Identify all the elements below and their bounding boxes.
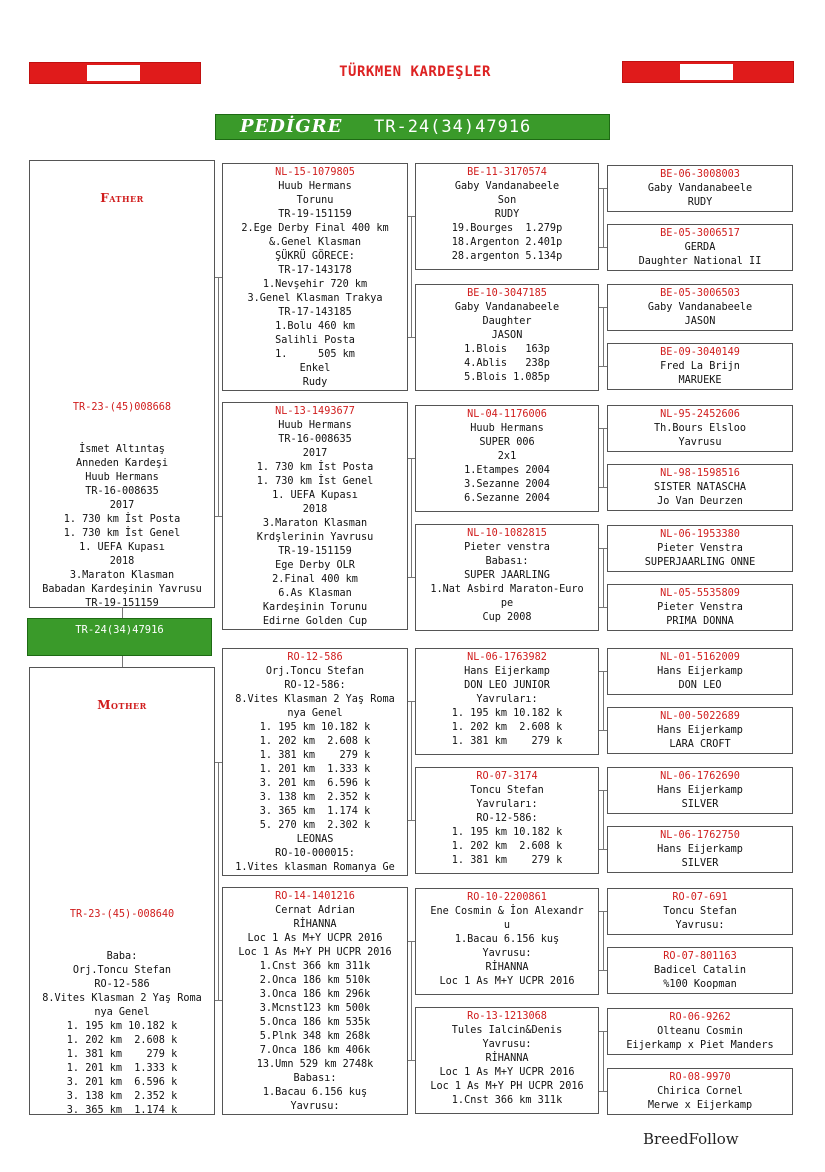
connector [408, 1060, 415, 1061]
mother-line: Orj.Toncu Stefan [72, 965, 172, 976]
gen2-card-line: ŞÜKRÜ GÖRECE: [275, 251, 355, 262]
father-line: 1. UEFA Kupası [79, 542, 165, 553]
gen3-card[interactable] [415, 405, 599, 512]
connector [603, 428, 604, 487]
connector [411, 941, 412, 1060]
gen2-card-line: 5. 270 km 2.302 k [259, 820, 371, 831]
connector [411, 458, 412, 577]
gen2-card-line: 1. 202 km 2.608 k [259, 736, 371, 747]
gen3-card-line: 1.Etampes 2004 [464, 465, 550, 476]
mother-line: nya Genel [94, 1007, 150, 1018]
gen3-card-line: 3.Sezanne 2004 [464, 479, 550, 490]
gen4-card-line: Hans Eijerkamp [657, 666, 743, 677]
connector [603, 1031, 604, 1091]
gen3-card-line: Hans Eijerkamp [464, 666, 550, 677]
gen3-card-line: SUPER 006 [479, 437, 535, 448]
gen3-card-line: 18.Argenton 2.401p [451, 237, 563, 248]
gen4-card-line: Daughter National II [638, 256, 762, 267]
gen2-card-line: 3. 138 km 2.352 k [259, 792, 371, 803]
gen4-card-line: LARA CROFT [669, 739, 731, 750]
gen2-card-line: 3.Mcnst123 km 500k [259, 1003, 371, 1014]
gen2-card-line: RO-10-000015: [275, 848, 355, 859]
father-card[interactable] [29, 160, 215, 608]
gen4-card[interactable] [607, 165, 793, 212]
father-line: 1. 730 km İst Genel [63, 528, 181, 539]
connector [603, 188, 604, 247]
gen2-card[interactable] [222, 887, 408, 1115]
gen4-card-line: SILVER [681, 858, 719, 869]
gen2-card-line: 13.Umn 529 km 2748k [256, 1059, 374, 1070]
gen4-card-line: Merwe x Eijerkamp [647, 1100, 753, 1111]
gen2-card-line: &.Genel Klasman [268, 237, 361, 248]
gen2-card-line: Cernat Adrian [275, 905, 355, 916]
gen4-card-line: %100 Koopman [663, 979, 737, 990]
gen3-card-line: Yavrusu: [482, 1039, 532, 1050]
gen3-card-line: Pieter venstra [464, 542, 550, 553]
gen4-card-line: Hans Eijerkamp [657, 725, 743, 736]
gen3-card-line: 1.Bacau 6.156 kuş [454, 934, 560, 945]
gen2-card-ring: RO-12-586 [287, 652, 343, 663]
gen4-card-line: Yavrusu [678, 437, 722, 448]
gen4-card[interactable] [607, 1008, 793, 1055]
gen4-card-line: Hans Eijerkamp [657, 785, 743, 796]
gen3-card[interactable] [415, 163, 599, 270]
gen2-card-line: Huub Hermans [278, 420, 352, 431]
gen2-card-line: 1. 730 km İst Genel [256, 476, 374, 487]
connector [599, 366, 607, 367]
gen3-card[interactable] [415, 767, 599, 874]
gen4-card-line: GERDA [684, 242, 716, 253]
gen2-card-line: Torunu [296, 195, 334, 206]
connector [408, 577, 415, 578]
gen2-card-line: 1. 195 km 10.182 k [259, 722, 371, 733]
gen4-card-line: SISTER NATASCHA [653, 482, 746, 493]
gen3-card-line: Loc 1 As M+Y PH UCPR 2016 [430, 1081, 584, 1092]
mother-card[interactable] [29, 667, 215, 1115]
gen3-card-line: 6.Sezanne 2004 [464, 493, 550, 504]
gen3-card-line: 1. 381 km 279 k [451, 736, 563, 747]
gen4-card-ring: NL-95-2452606 [660, 409, 740, 420]
gen3-card-line: Toncu Stefan [470, 785, 544, 796]
gen2-card-line: Huub Hermans [278, 181, 352, 192]
gen2-card-line: TR-19-151159 [278, 209, 352, 220]
gen4-card[interactable] [607, 284, 793, 331]
gen3-card-line: 1.Cnst 366 km 311k [451, 1095, 563, 1106]
left-flag-decoration [29, 62, 201, 84]
gen3-card-line: 1.Nat Asbird Maraton-Euro [430, 584, 584, 595]
connector [122, 656, 123, 667]
gen2-card-line: 1. UEFA Kupası [272, 490, 358, 501]
gen3-card-ring: Ro-13-1213068 [467, 1011, 547, 1022]
father-line: TR-16-008635 [85, 486, 159, 497]
pedigree-ring-number: TR-24(34)47916 [374, 117, 532, 137]
gen4-card[interactable] [607, 947, 793, 994]
gen4-card-ring: BE-09-3040149 [660, 347, 740, 358]
gen4-card[interactable] [607, 584, 793, 631]
gen2-card-line: 3.Genel Klasman Trakya [247, 293, 383, 304]
gen2-card-line: Krdşlerinin Yavrusu [256, 532, 374, 543]
mother-line: 3. 365 km 1.174 k [66, 1105, 178, 1115]
gen4-card-line: Fred La Brijn [660, 361, 740, 372]
father-line: 1. 730 km İst Posta [63, 514, 181, 525]
gen3-card-line: Yavrusu: [482, 948, 532, 959]
subject-ring-box[interactable]: TR-24(34)47916 [27, 618, 212, 656]
gen2-card-line: 8.Vites Klasman 2 Yaş Roma [235, 694, 395, 705]
gen4-card[interactable] [607, 707, 793, 754]
gen4-card[interactable] [607, 1068, 793, 1115]
gen2-card-line: Yavrusu: [290, 1101, 340, 1112]
gen2-card-line: 5.Plnk 348 km 268k [259, 1031, 371, 1042]
connector [603, 307, 604, 366]
gen2-card-line: 3. 201 km 6.596 k [259, 778, 371, 789]
gen4-card[interactable] [607, 405, 793, 452]
gen3-card-line: Gaby Vandanabeele [454, 181, 560, 192]
gen3-card-line: Loc 1 As M+Y UCPR 2016 [439, 1067, 575, 1078]
gen3-card-ring: NL-10-1082815 [467, 528, 547, 539]
gen4-card[interactable] [607, 826, 793, 873]
gen3-card-line: DON LEO JUNIOR [464, 680, 550, 691]
gen4-card-line: Gaby Vandanabeele [647, 302, 753, 313]
page-title: TÜRKMEN KARDEŞLER [339, 64, 491, 80]
gen3-card-line: Daughter [482, 316, 532, 327]
gen4-card-line: Badicel Catalin [653, 965, 746, 976]
gen3-card-line: RİHANNA [485, 1053, 529, 1064]
gen2-card-line: Rudy [302, 377, 328, 388]
connector [408, 337, 415, 338]
connector [411, 216, 412, 337]
gen2-card-line: 1.Cnst 366 km 311k [259, 961, 371, 972]
gen2-card-line: 2017 [302, 448, 328, 459]
gen2-card-line: 1. 201 km 1.333 k [259, 764, 371, 775]
gen2-card-line: Loc 1 As M+Y UCPR 2016 [247, 933, 383, 944]
mother-line: 1. 195 km 10.182 k [66, 1021, 178, 1032]
gen3-card-ring: RO-07-3174 [476, 771, 538, 782]
gen4-card-line: Toncu Stefan [663, 906, 737, 917]
gen3-card-line: Yavruları: [476, 694, 538, 705]
gen2-card[interactable] [222, 402, 408, 630]
gen4-card-ring: NL-06-1953380 [660, 529, 740, 540]
gen4-card-ring: BE-05-3006503 [660, 288, 740, 299]
connector [603, 911, 604, 970]
gen4-card[interactable] [607, 767, 793, 814]
father-line: Anneden Kardeşi [75, 458, 168, 469]
father-line: TR-19-151159 [85, 598, 159, 608]
gen3-card[interactable] [415, 284, 599, 391]
gen2-card-line: 3.Onca 186 km 296k [259, 989, 371, 1000]
gen4-card[interactable] [607, 525, 793, 572]
gen3-card-line: Son [497, 195, 517, 206]
gen4-card-line: PRIMA DONNA [666, 616, 734, 627]
gen4-card-ring: RO-07-801163 [663, 951, 737, 962]
gen3-card-line: 1. 381 km 279 k [451, 855, 563, 866]
connector [599, 607, 607, 608]
mother-line: 1. 381 km 279 k [66, 1049, 178, 1060]
connector [603, 548, 604, 607]
gen3-card-line: pe [500, 598, 514, 609]
gen3-card-line: Gaby Vandanabeele [454, 302, 560, 313]
gen3-card-line: RİHANNA [485, 962, 529, 973]
gen2-card-line: TR-17-143178 [278, 265, 352, 276]
gen3-card[interactable] [415, 888, 599, 995]
gen2-card-line: 7.Onca 186 km 406k [259, 1045, 371, 1056]
gen4-card-line: Eijerkamp x Piet Manders [626, 1040, 774, 1051]
gen3-card-ring: NL-06-1763982 [467, 652, 547, 663]
gen2-card-ring: RO-14-1401216 [275, 891, 355, 902]
gen4-card-line: JASON [684, 316, 716, 327]
gen4-card-line: Olteanu Cosmin [657, 1026, 743, 1037]
gen2-card-line: 2.Final 400 km [272, 574, 358, 585]
gen4-card-line: Th.Bours Elsloo [653, 423, 746, 434]
gen2-card-line: 1.Bacau 6.156 kuş [262, 1087, 368, 1098]
gen3-card-ring: BE-11-3170574 [467, 167, 547, 178]
gen4-card-ring: RO-07-691 [672, 892, 728, 903]
gen4-card-line: SILVER [681, 799, 719, 810]
gen4-card-ring: NL-98-1598516 [660, 468, 740, 479]
gen3-card-line: 1. 202 km 2.608 k [451, 722, 563, 733]
gen2-card-line: nya Genel [287, 708, 343, 719]
connector [599, 730, 607, 731]
gen3-card-ring: NL-04-1176006 [467, 409, 547, 420]
connector [122, 608, 123, 618]
brand-logo: BreedFollow [643, 1130, 739, 1148]
connector [599, 1091, 607, 1092]
gen3-card-line: 5.Blois 1.085p [464, 372, 550, 383]
gen3-card-line: Yavruları: [476, 799, 538, 810]
gen4-card-ring: NL-01-5162009 [660, 652, 740, 663]
father-line: 3.Maraton Klasman [69, 570, 175, 581]
gen4-card-ring: RO-08-9970 [669, 1072, 731, 1083]
gen2-card-line: 3. 365 km 1.174 k [259, 806, 371, 817]
gen4-card-ring: NL-06-1762690 [660, 771, 740, 782]
connector [599, 247, 607, 248]
gen2-card-line: RO-12-586: [284, 680, 346, 691]
gen3-card-line: 1. 195 km 10.182 k [451, 827, 563, 838]
mother-ring: TR-23-(45)-008640 [69, 909, 175, 920]
gen2-card-line: Enkel [299, 363, 331, 374]
gen3-card-line: 1. 195 km 10.182 k [451, 708, 563, 719]
connector [599, 849, 607, 850]
mother-line: 8.Vites Klasman 2 Yaş Roma [42, 993, 202, 1004]
father-line: Babadan Kardeşinin Yavrusu [42, 584, 202, 595]
gen4-card-ring: RO-06-9262 [669, 1012, 731, 1023]
gen2-card-line: 1. 730 km İst Posta [256, 462, 374, 473]
gen3-card-line: Cup 2008 [482, 612, 532, 623]
mother-line: 3. 138 km 2.352 k [66, 1091, 178, 1102]
gen4-card[interactable] [607, 464, 793, 511]
gen4-card-ring: BE-06-3008003 [660, 169, 740, 180]
gen3-card[interactable] [415, 648, 599, 755]
gen3-card-line: SUPER JAARLING [464, 570, 550, 581]
gen2-card-line: 2.Ege Derby Final 400 km [241, 223, 389, 234]
gen2-card-line: 1.Nevşehir 720 km [262, 279, 368, 290]
gen2-card-line: 1.Vites klasman Romanya Ge [235, 862, 395, 873]
gen2-card-line: 5.Onca 186 km 535k [259, 1017, 371, 1028]
gen2-card-line: TR-19-151159 [278, 546, 352, 557]
gen4-card-ring: NL-05-5535809 [660, 588, 740, 599]
father-line: 2017 [109, 500, 135, 511]
gen2-card-line: RİHANNA [293, 919, 337, 930]
mother-line: 1. 201 km 1.333 k [66, 1063, 178, 1074]
gen2-card-ring: NL-15-1079805 [275, 167, 355, 178]
gen4-card-line: Jo Van Deurzen [657, 496, 743, 507]
gen3-card-line: Huub Hermans [470, 423, 544, 434]
gen4-card[interactable] [607, 224, 793, 271]
gen3-card-ring: RO-10-2200861 [467, 892, 547, 903]
gen3-card-line: Ene Cosmin & İon Alexandr [430, 906, 584, 917]
gen3-card-line: 2x1 [497, 451, 517, 462]
gen2-card-line: 1. 505 km [275, 349, 355, 360]
gen3-card-line: Tules Ialcin&Denis [451, 1025, 563, 1036]
gen4-card-line: Gaby Vandanabeele [647, 183, 753, 194]
gen2-card-line: 6.As Klasman [278, 588, 352, 599]
gen2-card-line: Orj.Toncu Stefan [265, 666, 365, 677]
gen3-card-line: 28.argenton 5.134p [451, 251, 563, 262]
right-flag-decoration [622, 61, 794, 83]
gen4-card-line: Pieter Venstra [657, 543, 743, 554]
connector [603, 790, 604, 849]
pedigree-label: PEDİGRE [240, 116, 343, 137]
gen2-card-ring: NL-13-1493677 [275, 406, 355, 417]
gen3-card-line: RUDY [494, 209, 520, 220]
pedigree-header-bar [215, 114, 610, 140]
connector [603, 671, 604, 730]
gen2-card-line: Salihli Posta [275, 335, 355, 346]
father-heading: Father [100, 191, 144, 205]
gen4-card-ring: NL-00-5022689 [660, 711, 740, 722]
mother-line: 3. 201 km 6.596 k [66, 1077, 178, 1088]
gen3-card-line: 1. 202 km 2.608 k [451, 841, 563, 852]
mother-line: Baba: [106, 951, 138, 962]
mother-line: 1. 202 km 2.608 k [66, 1035, 178, 1046]
gen4-card-ring: NL-06-1762750 [660, 830, 740, 841]
gen4-card[interactable] [607, 888, 793, 935]
connector [218, 277, 219, 517]
connector [218, 762, 219, 1001]
gen2-card-line: Edirne Golden Cup [262, 616, 368, 627]
gen2-card-line: 1. 381 km 279 k [259, 750, 371, 761]
gen4-card-line: Chirica Cornel [657, 1086, 743, 1097]
gen2-card[interactable] [222, 163, 408, 391]
gen3-card-line: 4.Ablis 238p [464, 358, 550, 369]
connector [408, 820, 415, 821]
gen2-card-line: TR-17-143185 [278, 307, 352, 318]
gen2-card-line: TR-16-008635 [278, 434, 352, 445]
gen4-card[interactable] [607, 648, 793, 695]
gen2-card-line: Babası: [293, 1073, 337, 1084]
connector [411, 701, 412, 820]
gen2-card[interactable] [222, 648, 408, 876]
father-ring: TR-23-(45)008668 [72, 402, 172, 413]
gen2-card-line: Loc 1 As M+Y PH UCPR 2016 [238, 947, 392, 958]
gen2-card-line: LEONAS [296, 834, 334, 845]
gen3-card-line: 1.Blois 163p [464, 344, 550, 355]
gen3-card-line: RO-12-586: [476, 813, 538, 824]
gen2-card-line: 1.Bolu 460 km [275, 321, 355, 332]
gen2-card-line: 2018 [302, 504, 328, 515]
gen4-card-line: Hans Eijerkamp [657, 844, 743, 855]
father-line: Huub Hermans [85, 472, 159, 483]
gen2-card-line: 2.Onca 186 km 510k [259, 975, 371, 986]
connector [599, 487, 607, 488]
father-line: 2018 [109, 556, 135, 567]
gen3-card[interactable] [415, 1007, 599, 1114]
gen3-card-ring: BE-10-3047185 [467, 288, 547, 299]
connector [599, 970, 607, 971]
gen2-card-line: Kardeşinin Torunu [262, 602, 368, 613]
gen4-card-line: SUPERJAARLING ONNE [644, 557, 756, 568]
gen2-card-line: 3.Maraton Klasman [262, 518, 368, 529]
gen3-card-line: 19.Bourges 1.279p [451, 223, 563, 234]
mother-heading: Mother [97, 698, 147, 712]
gen4-card-line: DON LEO [678, 680, 722, 691]
gen2-card-line: Ege Derby OLR [275, 560, 355, 571]
gen4-card-ring: BE-05-3006517 [660, 228, 740, 239]
mother-line: RO-12-586 [94, 979, 150, 990]
gen3-card-line: Babası: [485, 556, 529, 567]
gen3-card-line: u [503, 920, 511, 931]
gen4-card[interactable] [607, 343, 793, 390]
gen4-card-line: Yavrusu: [675, 920, 725, 931]
gen4-card-line: RUDY [687, 197, 713, 208]
gen3-card[interactable] [415, 524, 599, 631]
gen3-card-line: JASON [491, 330, 523, 341]
gen3-card-line: Loc 1 As M+Y UCPR 2016 [439, 976, 575, 987]
gen4-card-line: MARUEKE [678, 375, 722, 386]
gen4-card-line: Pieter Venstra [657, 602, 743, 613]
father-line: İsmet Altıntaş [79, 444, 165, 455]
